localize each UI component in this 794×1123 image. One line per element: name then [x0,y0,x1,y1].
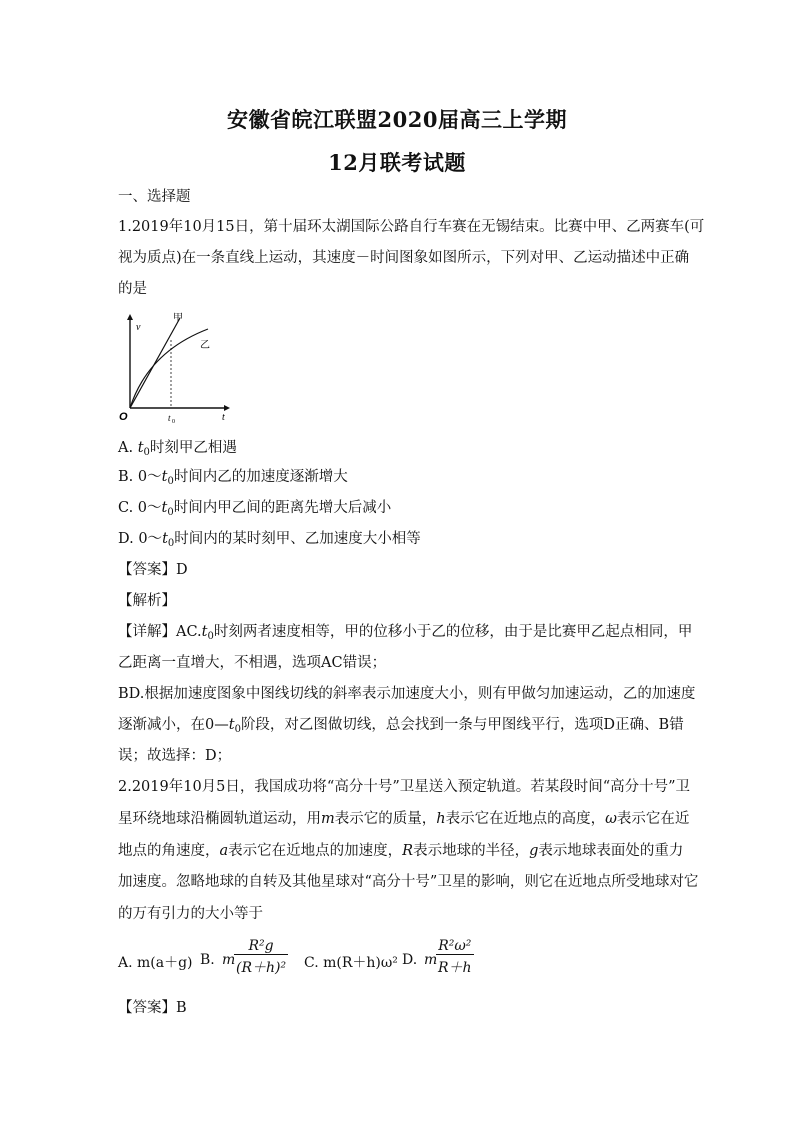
q2-option-c: C. m(R＋h)ω² [304,955,398,971]
q2-option-d-denominator: R＋h [436,954,474,977]
q1-analysis-label: 【解析】 [118,593,176,609]
t0-subscript: 0 [172,419,175,424]
q2-option-b-fraction [234,938,288,977]
label-jia: 甲 [173,313,183,324]
axis-label-t: t [222,412,225,423]
label-yi: 乙 [200,340,210,351]
q2-option-b-numerator: R²g [248,938,274,954]
q2-stem-line3: 地点的角速度，a表示它在近地点的加速度，R表示地球的半径，g表示地球表面处的重力 [118,843,684,859]
q2-option-b-m: m [222,952,236,968]
q2-stem-line4: 加速度。忽略地球的自转及其他星球对“高分十号”卫星的影响，则它在近地点所受地球对它 [118,874,699,890]
q2-option-d-label: D. [402,952,418,968]
curve-yi [130,329,208,408]
q1-detail-line3: BD.根据加速度图象中图线切线的斜率表示加速度大小，则有甲做匀加速运动，乙的加速度 [118,686,696,702]
q1-option-d: D. $0\sim t_0$时间内的某时刻甲、乙加速度大小相等 [118,531,421,549]
q1-option-b: B. $0\sim t_0$时间内乙的加速度逐渐增大 [118,469,348,487]
q1-vt-graph [118,312,230,424]
q1-stem-line1: 1.2019年10月15日，第十届环太湖国际公路自行车赛在无锡结束。比赛中甲、乙两赛车(可 [118,219,705,235]
q1-detail-line5: 误；故选择：D； [118,748,232,764]
q2-stem-line1: 2.2019年10月5日，我国成功将“高分十号”卫星送入预定轨道。若某段时间“高分十号”卫 [118,779,691,795]
axis-label-v: v [136,322,141,333]
origin-label: O [119,411,128,423]
q1-option-c: C. $0\sim t_0$时间内甲乙间的距离先增大后减小 [118,500,392,518]
q2-stem-line5: 的万有引力的大小等于 [118,906,263,922]
t0-label: t [168,413,171,423]
document-subtitle: 12月联考试题 [328,150,466,175]
q2-options [118,938,678,984]
q1-option-a: A. $t_0$时刻甲乙相遇 [118,440,237,458]
q2-option-b-label: B. [200,952,215,968]
section-heading: 一、选择题 [118,189,191,205]
q2-option-d-fraction [436,938,474,977]
q2-option-d-numerator: R²ω² [438,938,472,954]
q1-detail-line2: 乙距离一直增大，不相遇，选项AC错误； [118,655,387,671]
q2-option-a: A. m(a＋g) [118,955,193,971]
document-title: 安徽省皖江联盟2020届高三上学期 [227,107,567,132]
q1-stem-line3: 的是 [118,281,147,297]
q1-stem-line2: 视为质点)在一条直线上运动，其速度－时间图象如图所示，下列对甲、乙运动描述中正确 [118,250,690,266]
q1-answer: 【答案】D [118,562,188,578]
q1-detail-line4: 逐渐减小，在$0—t_0$阶段，对乙图做切线，总会找到一条与甲图线平行，选项D正确、B错 [118,717,684,735]
q2-stem-line2: 星环绕地球沿椭圆轨道运动，用m表示它的质量，h表示它在近地点的高度，ω表示它在近 [118,811,690,827]
q2-option-d-m: m [424,952,438,968]
q2-answer: 【答案】B [118,1000,187,1016]
q2-option-b-denominator: (R＋h)² [234,954,288,977]
q1-detail-line1: 【详解】$AC.t_0$时刻两者速度相等，甲的位移小于乙的位移，由于是比赛甲乙起点相同，甲 [118,624,693,642]
